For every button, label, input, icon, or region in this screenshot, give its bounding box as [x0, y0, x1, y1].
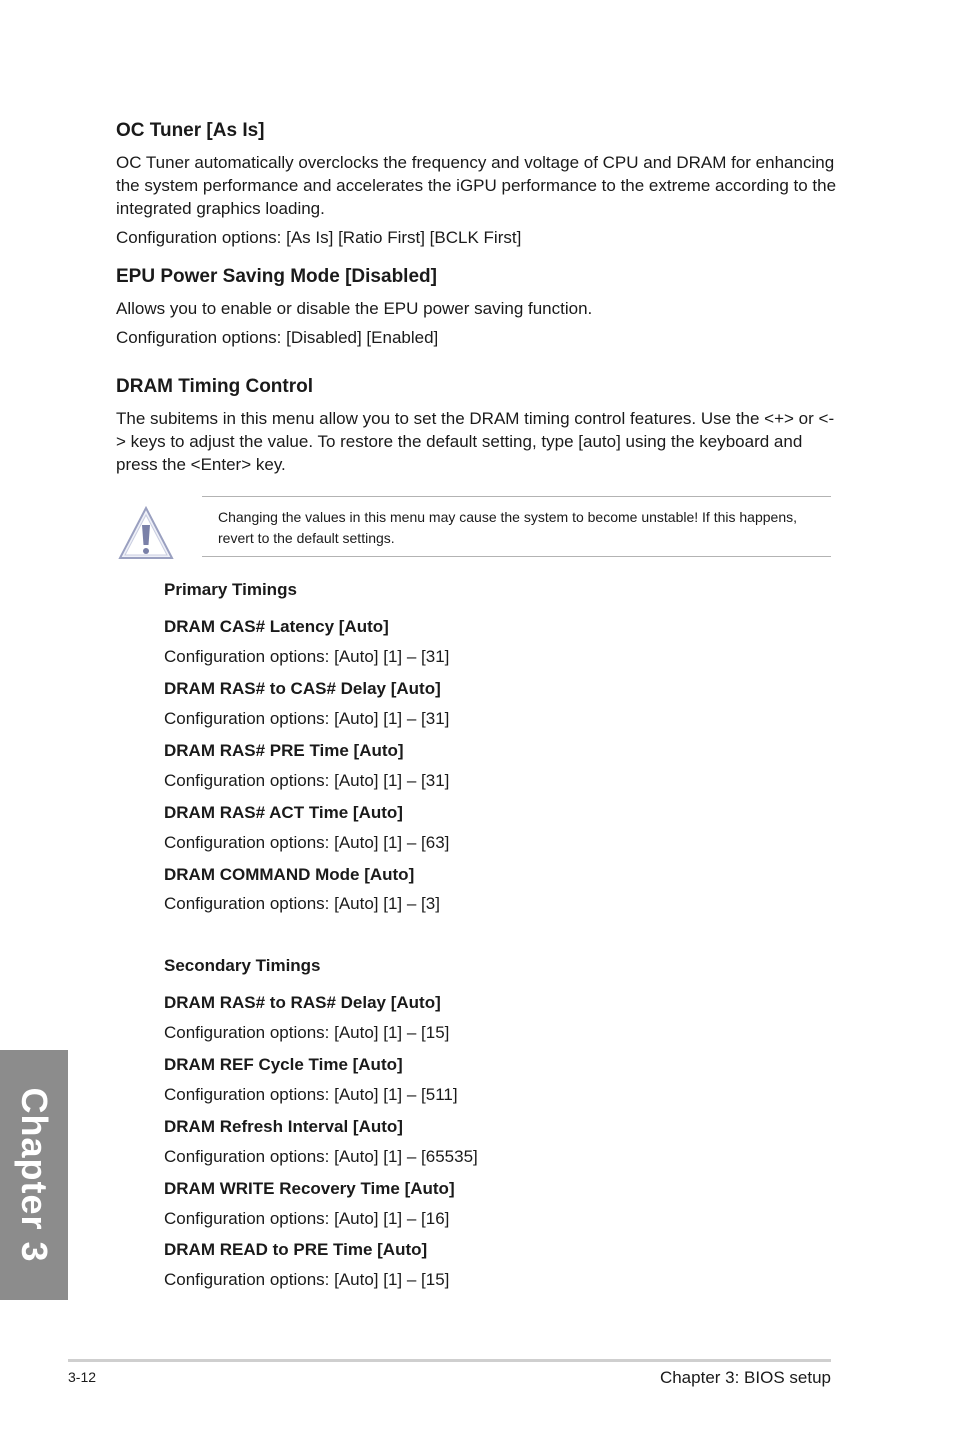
warning-text: Changing the values in this menu may cause the system to become unstable! If this happens, revert to the default settings.: [218, 509, 797, 546]
warning-triangle-icon: [118, 505, 174, 561]
item-heading: DRAM RAS# PRE Time [Auto]: [164, 741, 404, 760]
item-options: Configuration options: [Auto] [1] – [63]: [164, 833, 450, 852]
item-options: Configuration options: [Auto] [1] – [16]: [164, 1209, 450, 1228]
item-heading: DRAM WRITE Recovery Time [Auto]: [164, 1179, 455, 1198]
item-options: Configuration options: [Auto] [1] – [31]: [164, 709, 450, 728]
item-heading: DRAM RAS# ACT Time [Auto]: [164, 803, 403, 822]
item-heading: DRAM RAS# to CAS# Delay [Auto]: [164, 679, 441, 698]
secondary-timings-title: Secondary Timings: [164, 956, 321, 975]
item-heading: DRAM RAS# to RAS# Delay [Auto]: [164, 993, 441, 1012]
epu-description: Allows you to enable or disable the EPU power saving function.: [116, 299, 593, 318]
chapter-side-tab: [0, 1050, 68, 1300]
item-heading: DRAM Refresh Interval [Auto]: [164, 1117, 403, 1136]
item-heading: DRAM COMMAND Mode [Auto]: [164, 865, 415, 884]
oc-tuner-description: OC Tuner automatically overclocks the frequency and voltage of CPU and DRAM for enhancing the system performance and accelerates the iGPU performance to the extreme according to the integrated graphics loading.: [116, 153, 837, 218]
item-heading: DRAM CAS# Latency [Auto]: [164, 617, 389, 636]
primary-timings-title: Primary Timings: [164, 580, 297, 599]
footer-chapter-title: Chapter 3: BIOS setup: [659, 1368, 831, 1387]
item-options: Configuration options: [Auto] [1] – [31]: [164, 771, 450, 790]
note-top-rule: [202, 496, 831, 497]
item-options: Configuration options: [Auto] [1] – [511]: [164, 1085, 458, 1104]
item-options: Configuration options: [Auto] [1] – [3]: [164, 894, 440, 913]
item-heading: DRAM REF Cycle Time [Auto]: [164, 1055, 403, 1074]
oc-tuner-options: Configuration options: [As Is] [Ratio First] [BCLK First]: [116, 228, 522, 247]
note-bottom-rule: [202, 556, 831, 557]
item-options: Configuration options: [Auto] [1] – [65535]: [164, 1147, 478, 1166]
item-options: Configuration options: [Auto] [1] – [15]: [164, 1270, 450, 1289]
epu-heading: EPU Power Saving Mode [Disabled]: [116, 266, 437, 287]
dram-timing-heading: DRAM Timing Control: [116, 376, 314, 397]
item-options: Configuration options: [Auto] [1] – [31]: [164, 647, 450, 666]
oc-tuner-heading: OC Tuner [As Is]: [116, 120, 265, 141]
epu-options: Configuration options: [Disabled] [Enabled]: [116, 328, 439, 347]
dram-timing-description: The subitems in this menu allow you to set the DRAM timing control features. Use the <+> or <-> keys to adjust the value. To restore the default setting, type [auto] using the keyboard and press the <Enter> key.: [116, 409, 835, 474]
page-number: 3-12: [68, 1369, 97, 1385]
item-options: Configuration options: [Auto] [1] – [15]: [164, 1023, 450, 1042]
item-heading: DRAM READ to PRE Time [Auto]: [164, 1240, 428, 1259]
footer-rule: [68, 1359, 831, 1362]
chapter-tab-label: Chapter 3: [14, 1087, 55, 1263]
